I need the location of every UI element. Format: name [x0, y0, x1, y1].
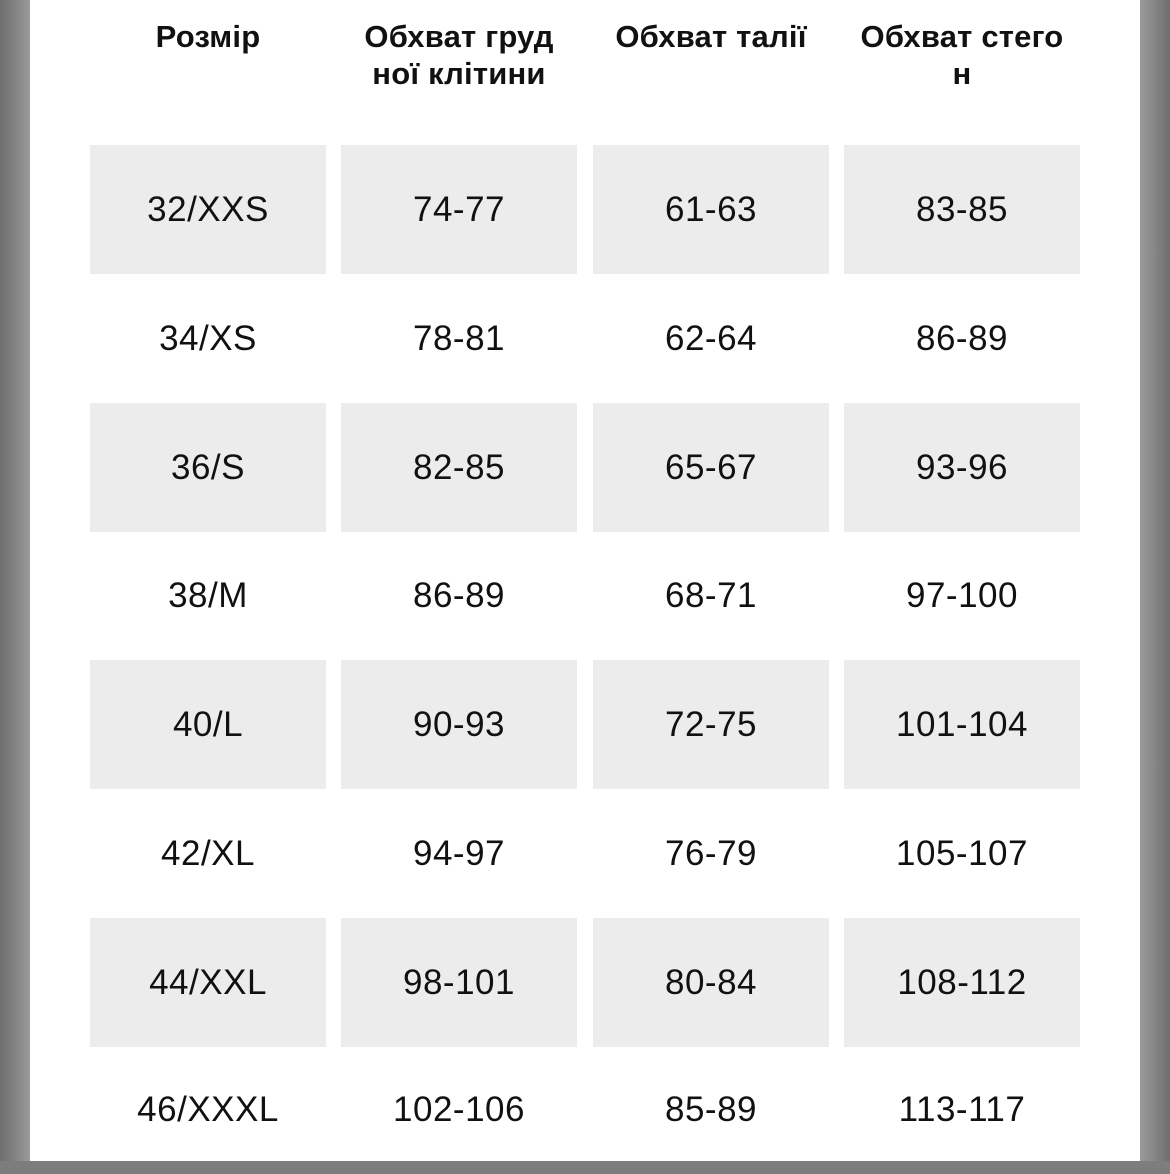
waist-cell: 61-63	[593, 145, 829, 274]
chest-cell: 94-97	[412, 833, 506, 873]
waist-cell: 76-79	[664, 833, 758, 873]
table-row	[90, 918, 1080, 1047]
hips-cell: 93-96	[844, 403, 1080, 532]
size-cell: 46/XXXL	[137, 1089, 279, 1129]
header-hips: Обхват стего н	[860, 19, 1064, 91]
hips-cell: 83-85	[844, 145, 1080, 274]
waist-cell: 68-71	[664, 575, 758, 615]
table-row	[90, 789, 1080, 918]
screen-frame-right	[1140, 0, 1170, 1161]
table-row	[90, 145, 1080, 274]
header-chest: Обхват груд ної клітини	[364, 19, 554, 91]
chest-cell: 102-106	[393, 1089, 525, 1129]
table-row	[90, 403, 1080, 532]
hips-cell: 108-112	[844, 918, 1080, 1047]
size-cell: 38/M	[168, 575, 248, 615]
table-row	[90, 274, 1080, 403]
chest-cell: 82-85	[341, 403, 577, 532]
waist-cell: 65-67	[593, 403, 829, 532]
hips-cell: 113-117	[898, 1089, 1026, 1129]
hips-cell: 97-100	[906, 575, 1018, 615]
waist-cell: 72-75	[593, 660, 829, 789]
table-row	[90, 531, 1080, 660]
size-cell: 32/XXS	[90, 145, 326, 274]
table-row	[90, 660, 1080, 789]
size-chart-sheet	[30, 0, 1140, 1161]
header-size: Розмір	[155, 19, 261, 54]
chest-cell: 98-101	[341, 918, 577, 1047]
size-cell: 44/XXL	[90, 918, 326, 1047]
table-header	[90, 18, 1080, 108]
chest-cell: 74-77	[341, 145, 577, 274]
size-cell: 40/L	[90, 660, 326, 789]
size-cell: 36/S	[90, 403, 326, 532]
hips-cell: 86-89	[915, 318, 1009, 358]
hips-cell: 105-107	[896, 833, 1028, 873]
chest-cell: 86-89	[412, 575, 506, 615]
size-cell: 42/XL	[161, 833, 255, 873]
waist-cell: 62-64	[664, 318, 758, 358]
waist-cell: 80-84	[593, 918, 829, 1047]
screen-frame-left	[0, 0, 30, 1161]
header-waist: Обхват талії	[615, 19, 807, 54]
size-cell: 34/XS	[159, 318, 257, 358]
chest-cell: 78-81	[412, 318, 506, 358]
hips-cell: 101-104	[844, 660, 1080, 789]
table-row	[90, 1045, 1080, 1174]
chest-cell: 90-93	[341, 660, 577, 789]
waist-cell: 85-89	[664, 1089, 758, 1129]
